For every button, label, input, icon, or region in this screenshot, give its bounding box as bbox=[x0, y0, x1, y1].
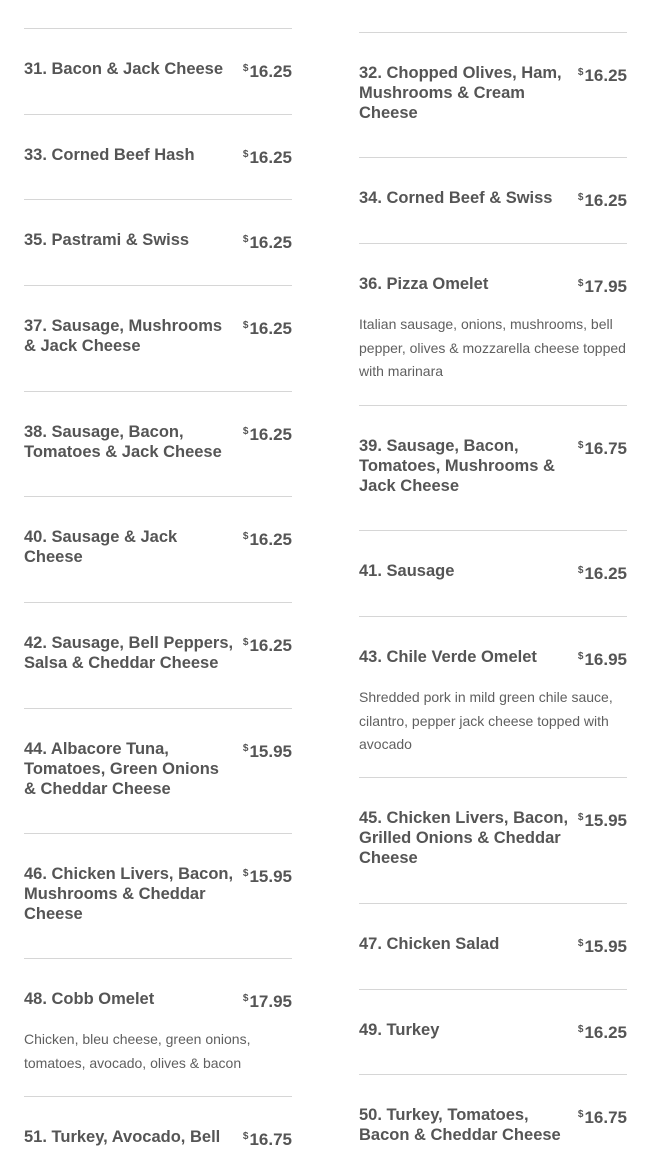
divider bbox=[24, 602, 292, 603]
divider bbox=[24, 391, 292, 392]
item-description: Chicken, bleu cheese, green onions, tomatoes, avocado, olives & bacon bbox=[24, 1031, 251, 1071]
item-title: 44. Albacore Tuna, Tomatoes, Green Onions & Cheddar Cheese bbox=[24, 740, 219, 798]
item-title: 41. Sausage bbox=[359, 562, 455, 580]
divider bbox=[24, 708, 292, 709]
item-title: 42. Sausage, Bell Peppers, Salsa & Cheddar Cheese bbox=[24, 634, 234, 672]
item-title: 35. Pastrami & Swiss bbox=[24, 231, 190, 249]
item-price: $16.75 bbox=[577, 1108, 627, 1127]
item-price: $16.75 bbox=[577, 439, 627, 458]
item-price: $15.95 bbox=[242, 742, 292, 761]
item-price: $16.95 bbox=[577, 650, 627, 669]
divider bbox=[359, 243, 627, 244]
item-price: $17.95 bbox=[242, 992, 292, 1011]
item-title: 40. Sausage & Jack Cheese bbox=[24, 528, 178, 566]
item-price: $16.25 bbox=[242, 233, 292, 252]
item-title: 49. Turkey bbox=[359, 1021, 440, 1039]
divider bbox=[24, 28, 292, 29]
item-price: $15.95 bbox=[577, 811, 627, 830]
item-title: 51. Turkey, Avocado, Bell bbox=[24, 1128, 221, 1146]
item-price: $16.25 bbox=[577, 66, 627, 85]
item-price: $15.95 bbox=[242, 867, 292, 886]
divider bbox=[24, 199, 292, 200]
item-price: $16.75 bbox=[242, 1130, 292, 1149]
item-price: $16.25 bbox=[242, 148, 292, 167]
item-price: $16.25 bbox=[242, 62, 292, 81]
divider bbox=[359, 777, 627, 778]
divider bbox=[24, 114, 292, 115]
item-title: 45. Chicken Livers, Bacon, Grilled Onions & Cheddar Cheese bbox=[359, 809, 569, 867]
item-price: $16.25 bbox=[577, 1023, 627, 1042]
divider bbox=[24, 496, 292, 497]
divider bbox=[359, 989, 627, 990]
divider bbox=[359, 616, 627, 617]
divider bbox=[24, 1096, 292, 1097]
item-price: $16.25 bbox=[577, 191, 627, 210]
item-price: $16.25 bbox=[242, 530, 292, 549]
divider bbox=[359, 903, 627, 904]
item-title: 43. Chile Verde Omelet bbox=[359, 648, 537, 666]
item-title: 37. Sausage, Mushrooms & Jack Cheese bbox=[24, 317, 223, 355]
divider bbox=[24, 958, 292, 959]
divider bbox=[359, 157, 627, 158]
divider bbox=[24, 833, 292, 834]
item-price: $17.95 bbox=[577, 277, 627, 296]
item-price: $16.25 bbox=[242, 636, 292, 655]
divider bbox=[359, 32, 627, 33]
divider bbox=[359, 1074, 627, 1075]
divider bbox=[359, 405, 627, 406]
item-price: $15.95 bbox=[577, 937, 627, 956]
item-title: 48. Cobb Omelet bbox=[24, 990, 155, 1008]
divider bbox=[24, 285, 292, 286]
item-description: Shredded pork in mild green chile sauce, cilantro, pepper jack cheese topped with avocado bbox=[359, 689, 613, 752]
item-title: 33. Corned Beef Hash bbox=[24, 146, 195, 164]
item-price: $16.25 bbox=[242, 425, 292, 444]
item-title: 50. Turkey, Tomatoes, Bacon & Cheddar Cheese bbox=[359, 1106, 561, 1144]
item-title: 47. Chicken Salad bbox=[359, 935, 500, 953]
divider bbox=[359, 530, 627, 531]
item-price: $16.25 bbox=[242, 319, 292, 338]
item-title: 38. Sausage, Bacon, Tomatoes & Jack Cheese bbox=[24, 423, 222, 461]
item-price: $16.25 bbox=[577, 564, 627, 583]
item-title: 39. Sausage, Bacon, Tomatoes, Mushrooms & Jack Cheese bbox=[359, 437, 555, 495]
item-title: 32. Chopped Olives, Ham, Mushrooms & Cream Cheese bbox=[359, 64, 562, 122]
item-title: 36. Pizza Omelet bbox=[359, 275, 489, 293]
item-title: 31. Bacon & Jack Cheese bbox=[24, 60, 224, 78]
item-title: 34. Corned Beef & Swiss bbox=[359, 189, 553, 207]
item-description: Italian sausage, onions, mushrooms, bell pepper, olives & mozzarella cheese topped with marinara bbox=[359, 316, 626, 379]
item-title: 46. Chicken Livers, Bacon, Mushrooms & Cheddar Cheese bbox=[24, 865, 234, 923]
